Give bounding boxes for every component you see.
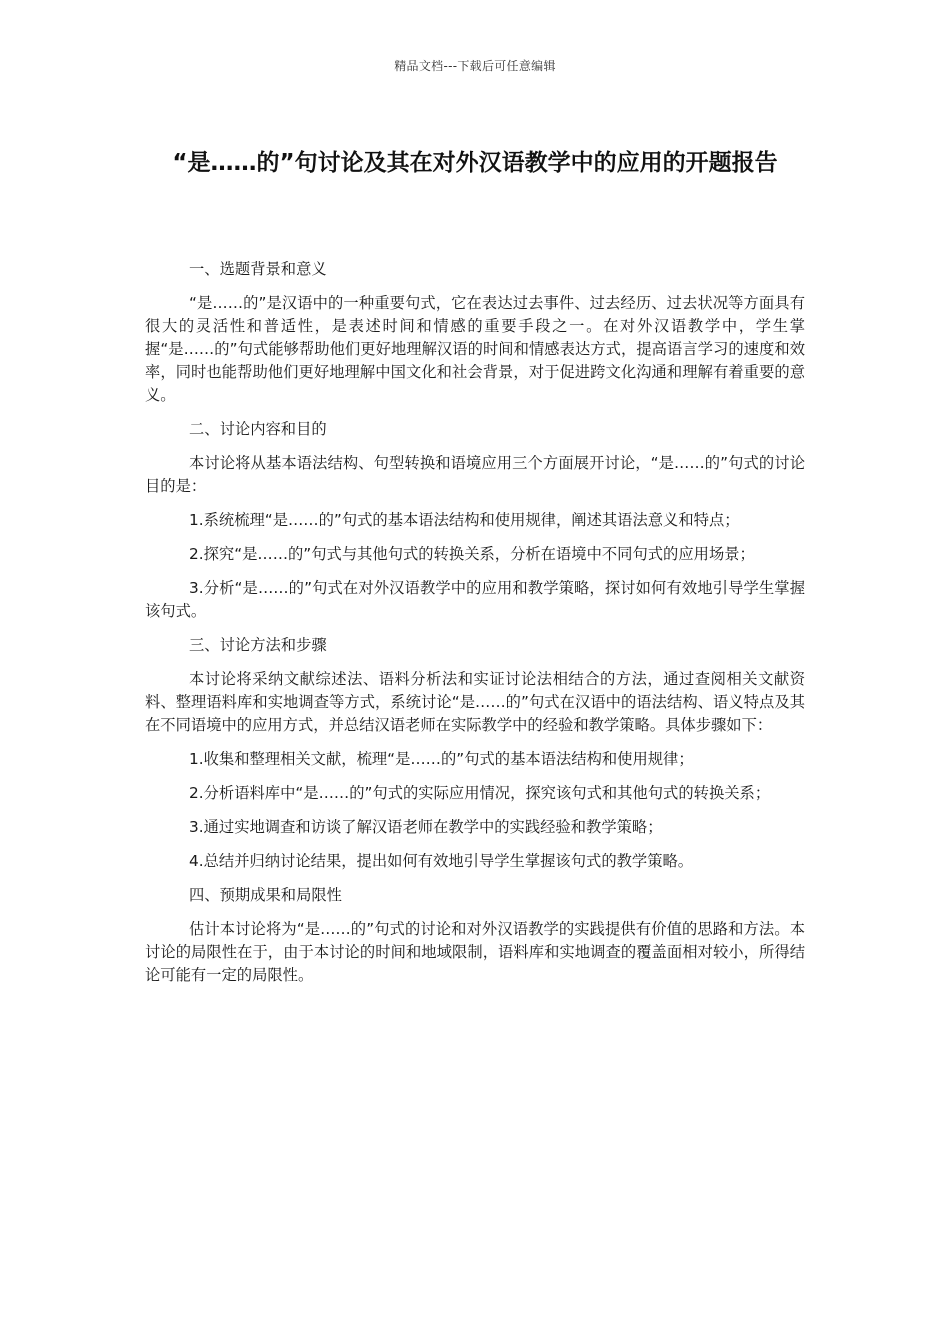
section-3-heading: 三、讨论方法和步骤 xyxy=(189,636,327,654)
document-body xyxy=(145,258,805,998)
section-2-item-3: 3.分析“是……的”句式在对外汉语教学中的应用和教学策略，探讨如何有效地引导学生掌握该句式。 xyxy=(145,579,805,620)
section-3-item-3: 3.通过实地调查和访谈了解汉语老师在教学中的实践经验和教学策略； xyxy=(189,818,663,836)
section-3-item-1: 1.收集和整理相关文献，梳理“是……的”句式的基本语法结构和使用规律； xyxy=(189,750,694,768)
document-title: “是……的”句讨论及其在对外汉语教学中的应用的开题报告 xyxy=(172,150,778,176)
section-4-paragraph: 估计本讨论将为“是……的”句式的讨论和对外汉语教学的实践提供有价值的思路和方法。本讨论的局限性在于，由于本讨论的时间和地域限制，语料库和实地调查的覆盖面相对较小，所得结论可能有一定的局限性。 xyxy=(145,920,805,984)
section-1-paragraph: “是……的”是汉语中的一种重要句式，它在表达过去事件、过去经历、过去状况等方面具有很大的灵活性和普适性，是表述时间和情感的重要手段之一。在对外汉语教学中，学生掌握“是……的”句式能够帮助他们更好地理解汉语的时间和情感表达方式，提高语言学习的速度和效率，同时也能帮助他们更好地理解中国文化和社会背景，对于促进跨文化沟通和理解有着重要的意义。 xyxy=(145,294,805,404)
header-note: 精品文档---下载后可任意编辑 xyxy=(394,59,556,73)
section-2-item-2: 2.探究“是……的”句式与其他句式的转换关系，分析在语境中不同句式的应用场景； xyxy=(189,545,755,563)
section-2-paragraph: 本讨论将从基本语法结构、句型转换和语境应用三个方面展开讨论，“是……的”句式的讨论目的是： xyxy=(145,454,805,495)
section-3-paragraph: 本讨论将采纳文献综述法、语料分析法和实证讨论法相结合的方法，通过查阅相关文献资料、整理语料库和实地调查等方式，系统讨论“是……的”句式在汉语中的语法结构、语义特点及其在不同语境中的应用方式，并总结汉语老师在实际教学中的经验和教学策略。具体步骤如下： xyxy=(145,670,805,734)
section-2-item-1: 1.系统梳理“是……的”句式的基本语法结构和使用规律，阐述其语法意义和特点； xyxy=(189,511,740,529)
section-2-heading: 二、讨论内容和目的 xyxy=(189,420,327,438)
section-3-item-2: 2.分析语料库中“是……的”句式的实际应用情况，探究该句式和其他句式的转换关系； xyxy=(189,784,771,802)
section-3-item-4: 4.总结并归纳讨论结果，提出如何有效地引导学生掌握该句式的教学策略。 xyxy=(189,852,694,870)
section-1-heading: 一、选题背景和意义 xyxy=(189,260,327,278)
section-4-heading: 四、预期成果和局限性 xyxy=(189,886,342,904)
